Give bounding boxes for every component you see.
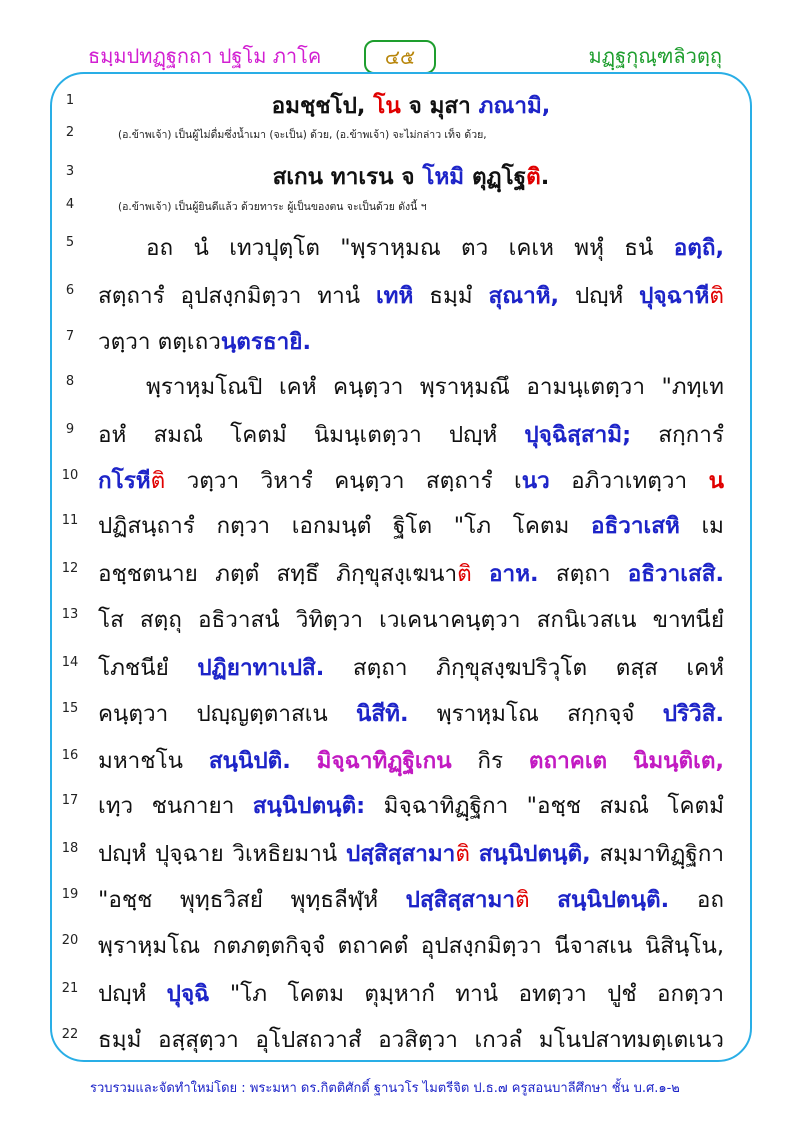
line-number: 22 bbox=[61, 1027, 79, 1042]
text-segment: อาห. bbox=[489, 561, 539, 587]
text-segment: อตฺถิ, bbox=[673, 235, 724, 261]
line-number: 5 bbox=[65, 235, 75, 250]
text-segment: ติ bbox=[526, 164, 541, 190]
pali-text-line bbox=[98, 649, 724, 685]
line-number: 20 bbox=[61, 933, 79, 948]
text-segment bbox=[470, 841, 479, 867]
text-segment: ธมฺมํ อสฺสุตฺวา อุโปสถวาสํ อวสิตฺวา เกวลํ มโนปสาทมตฺเตเนว bbox=[98, 1027, 724, 1053]
text-segment: เทฺว ชนกายา bbox=[98, 793, 253, 819]
line-number: 17 bbox=[61, 793, 79, 808]
text-segment: ติ bbox=[709, 283, 724, 309]
pali-text-line bbox=[98, 695, 724, 731]
text-segment: สมฺมาทิฏฺฐิกา bbox=[590, 841, 724, 867]
text-segment: นฺตรธายิ. bbox=[220, 329, 312, 355]
translation-line bbox=[118, 126, 718, 143]
text-segment: พฺราหฺมโณ สกฺกจฺจํ bbox=[408, 701, 663, 727]
text-segment: มิจฺฉาทิฏฺฐิกา "อชฺช สมณํ โคตมํ bbox=[365, 793, 725, 819]
text-segment: น bbox=[708, 468, 724, 494]
pali-text-line bbox=[98, 555, 724, 591]
pali-text-line bbox=[98, 1021, 724, 1057]
text-segment: เม bbox=[679, 513, 724, 539]
text-segment: สตฺถา ภิกฺขุสงฺฆปริวุโต ตสฺส เคหํ bbox=[324, 655, 724, 681]
line-number: 3 bbox=[65, 164, 75, 179]
text-segment: "อชฺช พุทฺธวิสยํ พุทฺธลีฬฺหํ bbox=[98, 887, 406, 913]
pali-text-line bbox=[98, 507, 724, 543]
text-segment: สนฺนิปตนฺติ: bbox=[252, 793, 366, 819]
pali-text-line bbox=[98, 368, 724, 404]
text-segment: มหาชโน bbox=[98, 748, 209, 774]
pali-text-line bbox=[98, 601, 724, 637]
text-segment: โหมิ bbox=[422, 164, 465, 190]
text-segment bbox=[291, 748, 317, 774]
page-number-badge: ๔๕ bbox=[364, 40, 436, 74]
pali-text-line bbox=[98, 277, 724, 313]
pali-text-line bbox=[98, 87, 724, 123]
line-number: 14 bbox=[61, 655, 79, 670]
pali-text-line bbox=[98, 975, 724, 1011]
line-number: 12 bbox=[61, 561, 79, 576]
text-segment: สุณาหิ, bbox=[488, 283, 560, 309]
text-segment: ตถาคเต bbox=[528, 748, 608, 774]
pali-text-line bbox=[98, 881, 724, 917]
text-segment: ตุฏฺโฐ bbox=[464, 164, 527, 190]
text-segment: โภชนียํ bbox=[98, 655, 198, 681]
text-segment: ปสฺสิสฺสามา bbox=[346, 841, 456, 867]
line-number: 7 bbox=[65, 329, 75, 344]
line-number: 13 bbox=[61, 607, 79, 622]
text-segment: กิร bbox=[451, 748, 529, 774]
text-segment: มิจฺฉาทิฏฺฐิเกน bbox=[316, 748, 452, 774]
text-segment: อถ นํ เทวปุตฺโต "พฺราหฺมณ ตว เคเห พหุํ ธนํ bbox=[146, 235, 674, 261]
text-segment: ปฏิสนฺถารํ กตฺวา เอกมนฺตํ ฐิโต "โภ โคตม bbox=[98, 513, 592, 539]
pali-text-line bbox=[98, 158, 724, 194]
line-number: 11 bbox=[61, 513, 79, 528]
text-segment: เทหิ bbox=[375, 283, 414, 309]
pali-text-line bbox=[98, 229, 724, 265]
translation-line bbox=[118, 198, 718, 215]
text-segment: ปุจฺฉาหี bbox=[639, 283, 710, 309]
header-story-title: มฏฺฐกุณฺฑลิวตฺถุ bbox=[588, 44, 722, 68]
text-segment: วตฺวา วิหารํ คนฺตฺวา สตฺถารํ เ bbox=[165, 468, 522, 494]
pali-text-line bbox=[98, 927, 724, 963]
text-segment: สตฺถารํ อุปสงฺกมิตฺวา ทานํ bbox=[98, 283, 376, 309]
text-segment: ภณามิ, bbox=[478, 93, 551, 119]
text-segment: อธิวาเสสิ. bbox=[627, 561, 725, 587]
text-segment: ปญฺหํ bbox=[559, 283, 640, 309]
line-number: 8 bbox=[65, 374, 75, 389]
text-segment: ปุจฺฉิ bbox=[166, 981, 210, 1007]
pali-text-line bbox=[98, 742, 724, 778]
line-number: 2 bbox=[65, 125, 75, 140]
text-segment: (อ.ข้าพเจ้า) เป็นผู้ไม่ดื่มซึ่งน้ำเมา (จะเป็น) ด้วย, (อ.ข้าพเจ้า) จะไม่กล่าว เท็จ ด้วย, bbox=[118, 129, 487, 141]
pali-text-line bbox=[98, 323, 724, 359]
text-segment: คนฺตฺวา ปญฺญตฺตาสเน bbox=[98, 701, 357, 727]
line-number: 18 bbox=[61, 841, 79, 856]
text-segment: สนฺนิปตนฺติ. bbox=[557, 887, 670, 913]
line-number: 9 bbox=[65, 422, 75, 437]
text-segment: โน bbox=[373, 93, 401, 119]
text-segment: ติ bbox=[457, 561, 472, 587]
text-segment: สกฺการํ bbox=[631, 422, 724, 448]
text-segment: ปุจฺฉิสฺสามิ; bbox=[524, 422, 632, 448]
text-segment: พฺราหฺมโณ กตภตฺตกิจฺจํ ตถาคตํ อุปสงฺกมิตฺวา นีจาสเน นิสินฺโน, bbox=[98, 933, 724, 959]
text-segment: . bbox=[540, 164, 550, 190]
text-segment: อภิวาเทตฺวา bbox=[549, 468, 709, 494]
text-segment: จ มุสา bbox=[400, 93, 479, 119]
text-segment: อมชฺชโป, bbox=[271, 93, 374, 119]
text-segment: อธิวาเสหิ bbox=[591, 513, 680, 539]
text-segment: ปสฺสิสฺสามา bbox=[405, 887, 515, 913]
text-segment: สตฺถา bbox=[538, 561, 628, 587]
text-segment: สเกน ทาเรน จ bbox=[272, 164, 423, 190]
text-segment: สนฺนิปติ. bbox=[208, 748, 291, 774]
pali-text-line bbox=[98, 462, 724, 498]
line-number: 4 bbox=[65, 197, 75, 212]
line-number: 6 bbox=[65, 283, 75, 298]
text-segment: นิสีทิ. bbox=[356, 701, 409, 727]
text-segment: ปฏิยาทาเปสิ. bbox=[197, 655, 325, 681]
text-segment bbox=[607, 748, 633, 774]
footer-credit: รวบรวมและจัดทำใหม่โดย : พระมหา ดร.กิตติศักดิ์ ฐานวโร ไมตรีจิต ป.ธ.๗ ครูสอนบาลีศึกษา ชั้น บ.ศ.๑-๒ bbox=[90, 1081, 680, 1096]
line-number: 10 bbox=[61, 468, 79, 483]
pali-text-line bbox=[98, 835, 724, 871]
text-segment: ติ bbox=[515, 887, 530, 913]
text-segment: ปญฺหํ bbox=[98, 981, 167, 1007]
text-segment: โส สตฺถุ อธิวาสนํ วิทิตฺวา เวเคนาคนฺตฺวา สกนิเวสเน ขาทนียํ bbox=[98, 607, 724, 633]
text-segment: ปญฺหํ ปุจฺฉาย วิเหธิยมานํ bbox=[98, 841, 346, 867]
text-segment: อถ bbox=[669, 887, 724, 913]
line-number: 19 bbox=[61, 887, 79, 902]
line-number: 15 bbox=[61, 701, 79, 716]
text-segment: อชฺชตนาย ภตฺตํ สทฺธึ ภิกฺขุสงฺเฆนา bbox=[98, 561, 458, 587]
text-segment: นว bbox=[521, 468, 550, 494]
text-segment bbox=[530, 887, 558, 913]
text-segment bbox=[472, 561, 489, 587]
line-number: 1 bbox=[65, 93, 75, 108]
text-segment: กโรหี bbox=[98, 468, 151, 494]
pali-text-line bbox=[98, 416, 724, 452]
text-segment: สนฺนิปตนฺติ, bbox=[478, 841, 591, 867]
text-segment: วตฺวา ตตฺเถว bbox=[98, 329, 221, 355]
line-number: 21 bbox=[61, 981, 79, 996]
text-segment: นิมนฺติเต, bbox=[632, 748, 725, 774]
text-segment: "โภ โคตม ตุมฺหากํ ทานํ อทตฺวา ปูชํ อกตฺวา bbox=[209, 981, 724, 1007]
text-segment: ติ bbox=[455, 841, 470, 867]
pali-text-line bbox=[98, 787, 724, 823]
text-segment: พฺราหฺมโณปิ เคหํ คนฺตฺวา พฺราหฺมณึ อามนฺเตตฺวา "ภทฺเท bbox=[146, 374, 724, 400]
text-segment: ติ bbox=[150, 468, 166, 494]
text-segment: อหํ สมณํ โคตมํ นิมนฺเตตฺวา ปญฺหํ bbox=[98, 422, 525, 448]
line-number: 16 bbox=[61, 748, 79, 763]
text-segment: ปริวิสิ. bbox=[662, 701, 724, 727]
text-segment: ธมฺมํ bbox=[413, 283, 489, 309]
text-segment: (อ.ข้าพเจ้า) เป็นผู้ยินดีแล้ว ด้วยทาระ ผู้เป็นของตน จะเป็นด้วย ดังนี้ ฯ bbox=[118, 201, 427, 213]
header-book-title: ธมฺมปทฏฺฐกถา ปฐโม ภาโค bbox=[88, 44, 322, 68]
